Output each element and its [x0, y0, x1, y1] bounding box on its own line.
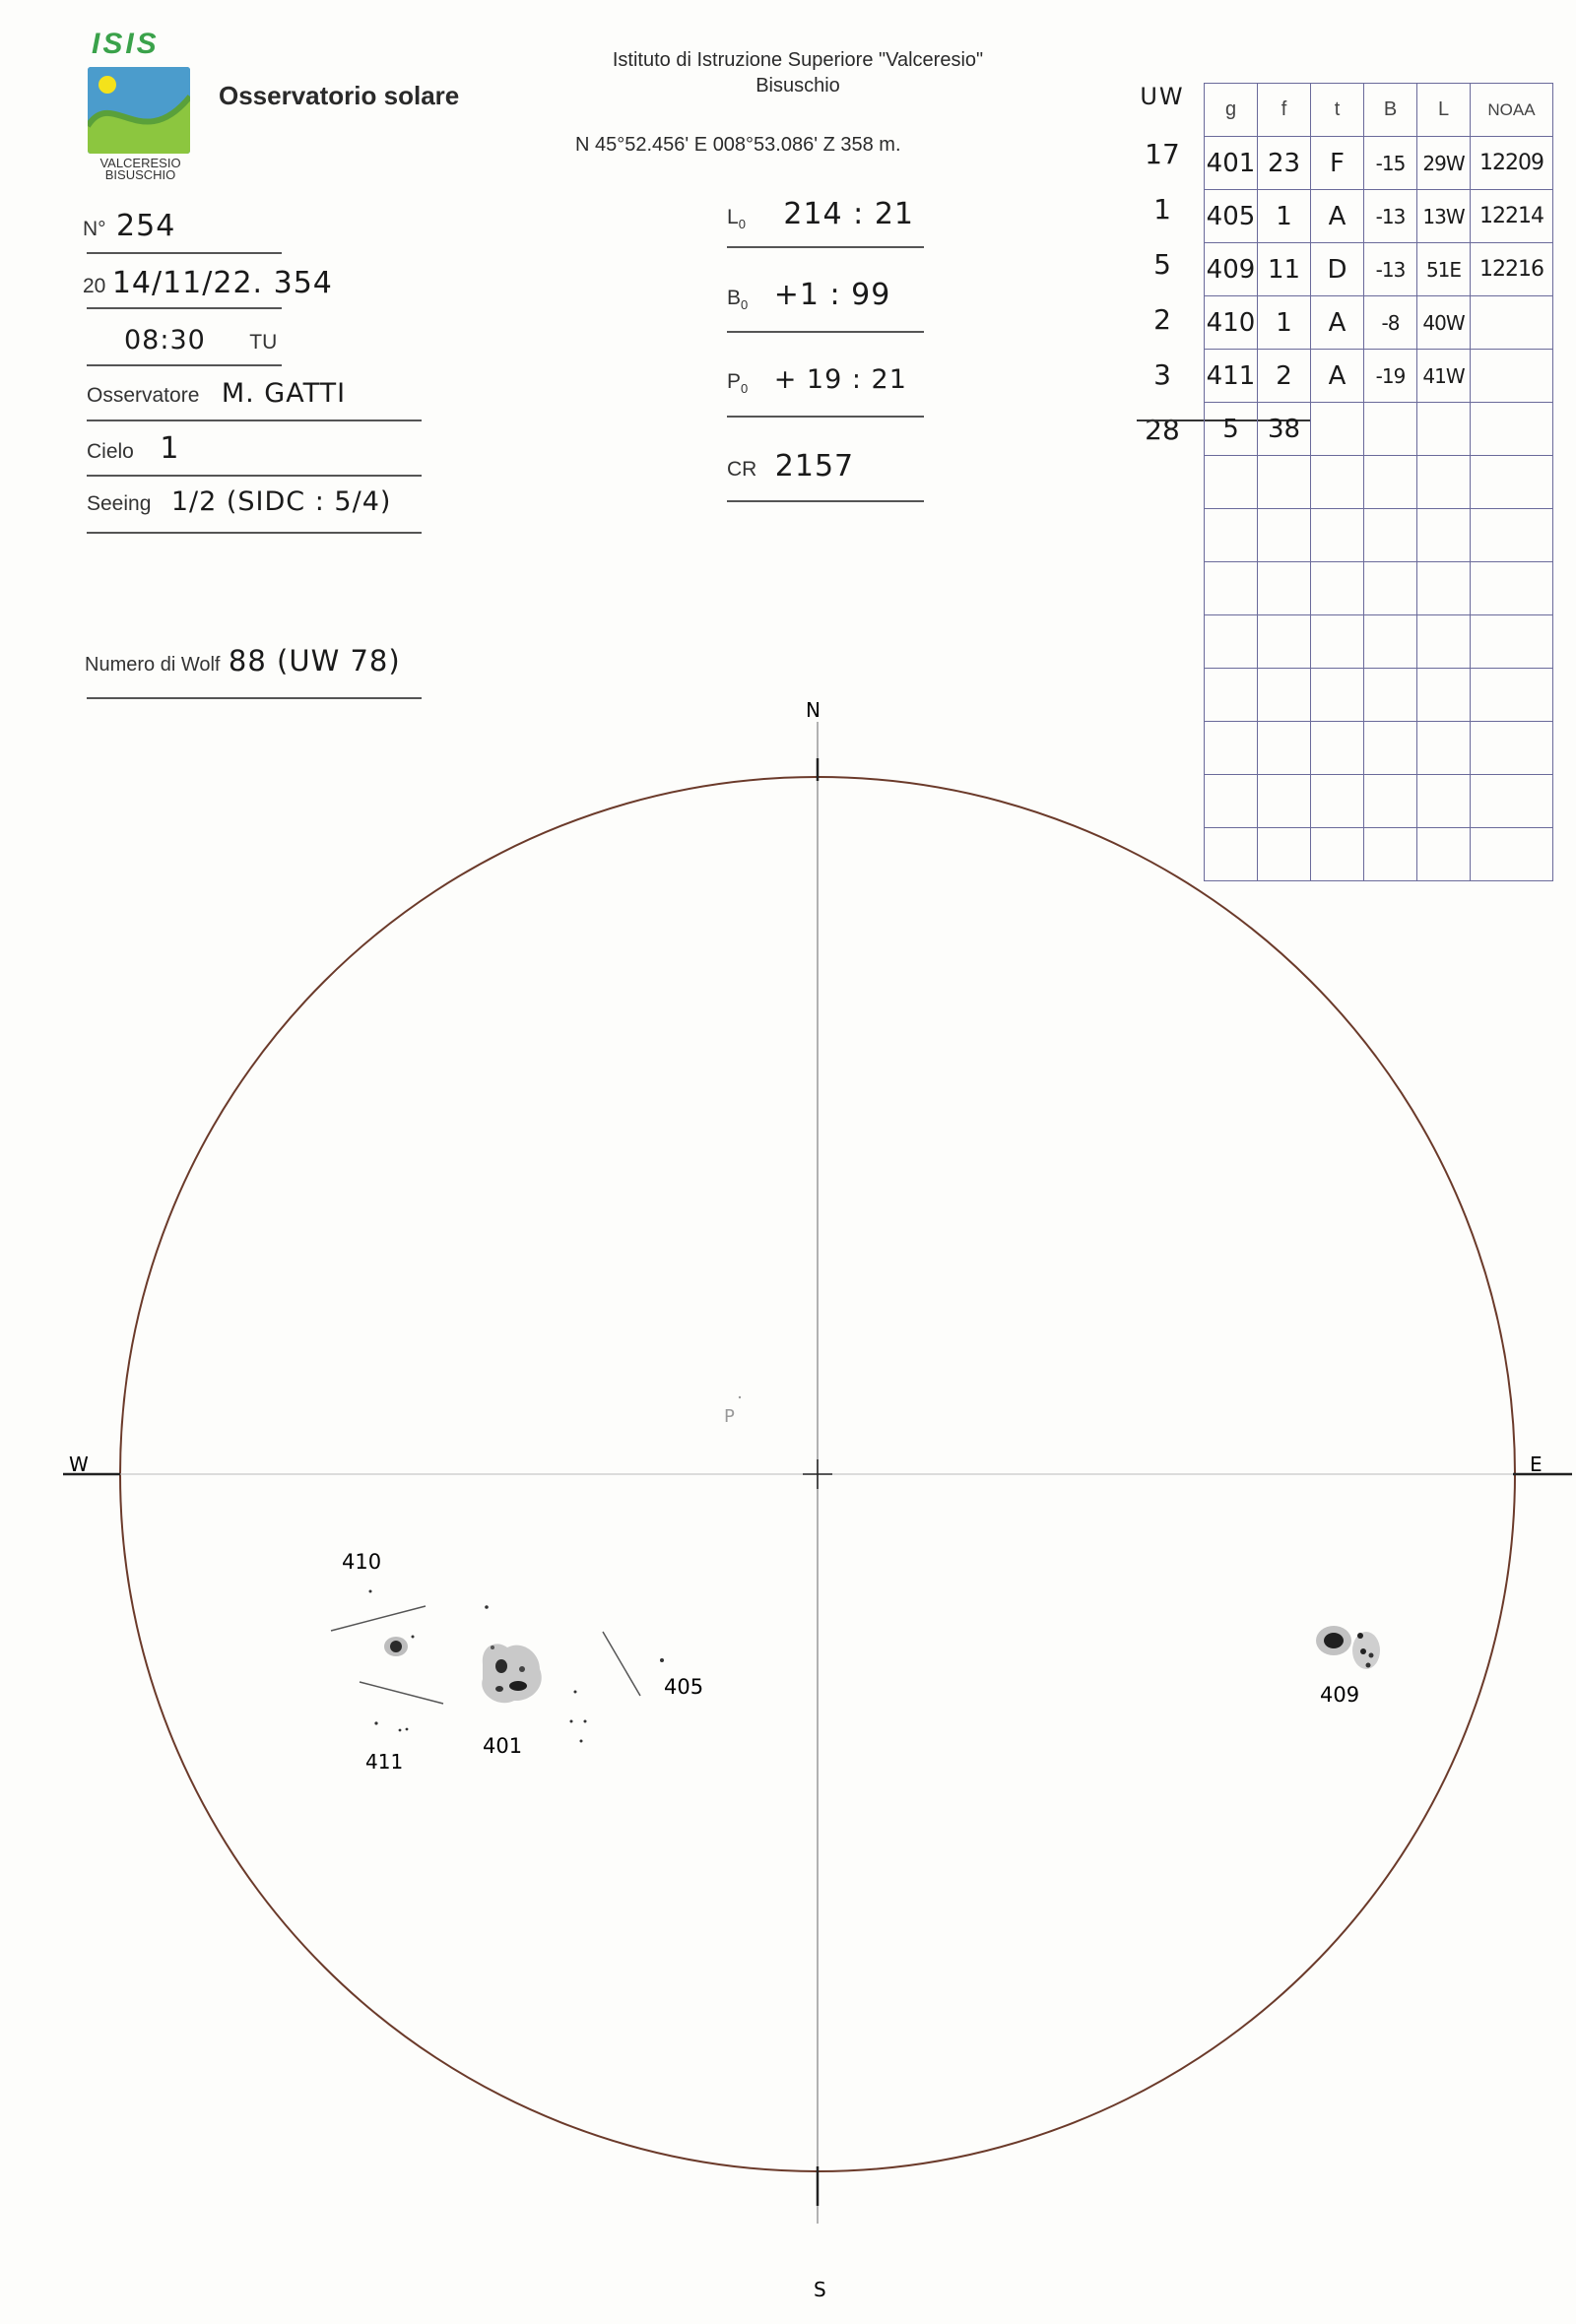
- table-cell: 2: [1258, 350, 1311, 403]
- total-spots-cell: 38: [1258, 403, 1311, 456]
- table-cell: -19: [1364, 350, 1417, 403]
- logo-brand: ISIS: [92, 28, 160, 60]
- table-cell: A: [1311, 350, 1364, 403]
- table-header-cell: NOAA: [1471, 84, 1553, 137]
- observation-date: 14/11/22. 354: [111, 266, 333, 300]
- uw-value: 17: [1145, 138, 1180, 170]
- uw-value: 2: [1153, 303, 1171, 336]
- table-cell: 11: [1258, 243, 1311, 296]
- seeing-label: Seeing: [87, 492, 152, 515]
- west-label: W: [69, 1452, 89, 1476]
- group-label-401: 401: [483, 1734, 523, 1758]
- uw-value: 3: [1153, 358, 1171, 391]
- east-label: E: [1530, 1452, 1543, 1476]
- table-cell: 1: [1258, 190, 1311, 243]
- table-cell: 23: [1258, 137, 1311, 190]
- l0-label: $L_0$: [727, 206, 746, 232]
- carrington-label: CR: [727, 458, 757, 481]
- sky-label: Cielo: [87, 440, 134, 463]
- observer-label: Osservatore: [87, 384, 200, 407]
- table-header-cell: g: [1205, 84, 1258, 137]
- table-cell: 51E: [1417, 243, 1471, 296]
- group-label-411: 411: [365, 1750, 404, 1774]
- report-number: 254: [116, 209, 176, 243]
- sunspot-group-405: [603, 1632, 703, 1699]
- table-cell: -13: [1364, 243, 1417, 296]
- table-cell: 41W: [1417, 350, 1471, 403]
- south-label: S: [814, 2278, 826, 2301]
- table-header-cell: B: [1364, 84, 1417, 137]
- time-unit: TU: [249, 331, 278, 354]
- sky-value: 1: [160, 431, 180, 466]
- b0-label: $B_0$: [727, 287, 749, 313]
- table-cell: 13W: [1417, 190, 1471, 243]
- wolf-number: 88 (UW 78): [228, 644, 401, 678]
- seeing-value: 1/2 (SIDC : 5/4): [170, 486, 392, 517]
- total-groups-cell: 5: [1205, 403, 1258, 456]
- uw-total: 28: [1145, 414, 1180, 446]
- institute-line-2: Bisuschio: [755, 75, 840, 97]
- table-header-cell: t: [1311, 84, 1364, 137]
- table-cell: -15: [1364, 137, 1417, 190]
- uw-value: 1: [1153, 193, 1171, 226]
- p0-value: + 19 : 21: [773, 364, 907, 395]
- table-cell: D: [1311, 243, 1364, 296]
- table-cell: 409: [1205, 243, 1258, 296]
- wolf-number-label: Numero di Wolf: [85, 654, 221, 676]
- group-label-409: 409: [1320, 1683, 1360, 1707]
- group-label-405: 405: [664, 1675, 704, 1699]
- date-prefix: 20: [83, 275, 106, 297]
- north-label: N: [806, 698, 821, 722]
- table-cell: 410: [1205, 296, 1258, 350]
- table-cell: 40W: [1417, 296, 1471, 350]
- table-cell: 12216: [1471, 243, 1553, 296]
- institute-line-1: Istituto di Istruzione Superiore "Valceresio": [612, 49, 984, 71]
- table-header-cell: f: [1258, 84, 1311, 137]
- table-cell: -13: [1364, 190, 1417, 243]
- table-header-cell: L: [1417, 84, 1471, 137]
- observatory-title: Osservatorio solare: [219, 81, 460, 110]
- table-cell: 1: [1258, 296, 1311, 350]
- report-number-label: N°: [83, 218, 106, 240]
- sunspot-group-409: [1316, 1626, 1380, 1707]
- table-cell: 29W: [1417, 137, 1471, 190]
- table-cell: 405: [1205, 190, 1258, 243]
- station-coordinates: N 45°52.456' E 008°53.086' Z 358 m.: [575, 134, 901, 156]
- table-cell: A: [1311, 190, 1364, 243]
- uw-value: 5: [1153, 248, 1171, 281]
- pole-mark: P: [724, 1406, 735, 1427]
- table-cell: F: [1311, 137, 1364, 190]
- carrington-rotation: 2157: [774, 449, 855, 484]
- sunspot-group-411: [365, 1721, 408, 1774]
- p0-label: $P_0$: [727, 370, 749, 397]
- observation-time: 08:30: [124, 325, 206, 355]
- table-cell: 411: [1205, 350, 1258, 403]
- sunspot-group-401: [482, 1605, 586, 1758]
- b0-value: +1 : 99: [773, 278, 891, 312]
- sunspot-group-410: [331, 1550, 443, 1704]
- table-cell: 12209: [1471, 137, 1553, 190]
- table-cell: A: [1311, 296, 1364, 350]
- observer-name: M. GATTI: [221, 378, 347, 409]
- l0-value: 214 : 21: [783, 197, 914, 231]
- table-cell: 401: [1205, 137, 1258, 190]
- logo-sub-2: BISUSCHIO: [104, 167, 176, 182]
- uw-header: UW: [1140, 83, 1185, 110]
- table-cell: 12214: [1471, 190, 1553, 243]
- logo-sub-1: VALCERESIO: [99, 156, 181, 170]
- table-cell: -8: [1364, 296, 1417, 350]
- group-label-410: 410: [342, 1550, 382, 1574]
